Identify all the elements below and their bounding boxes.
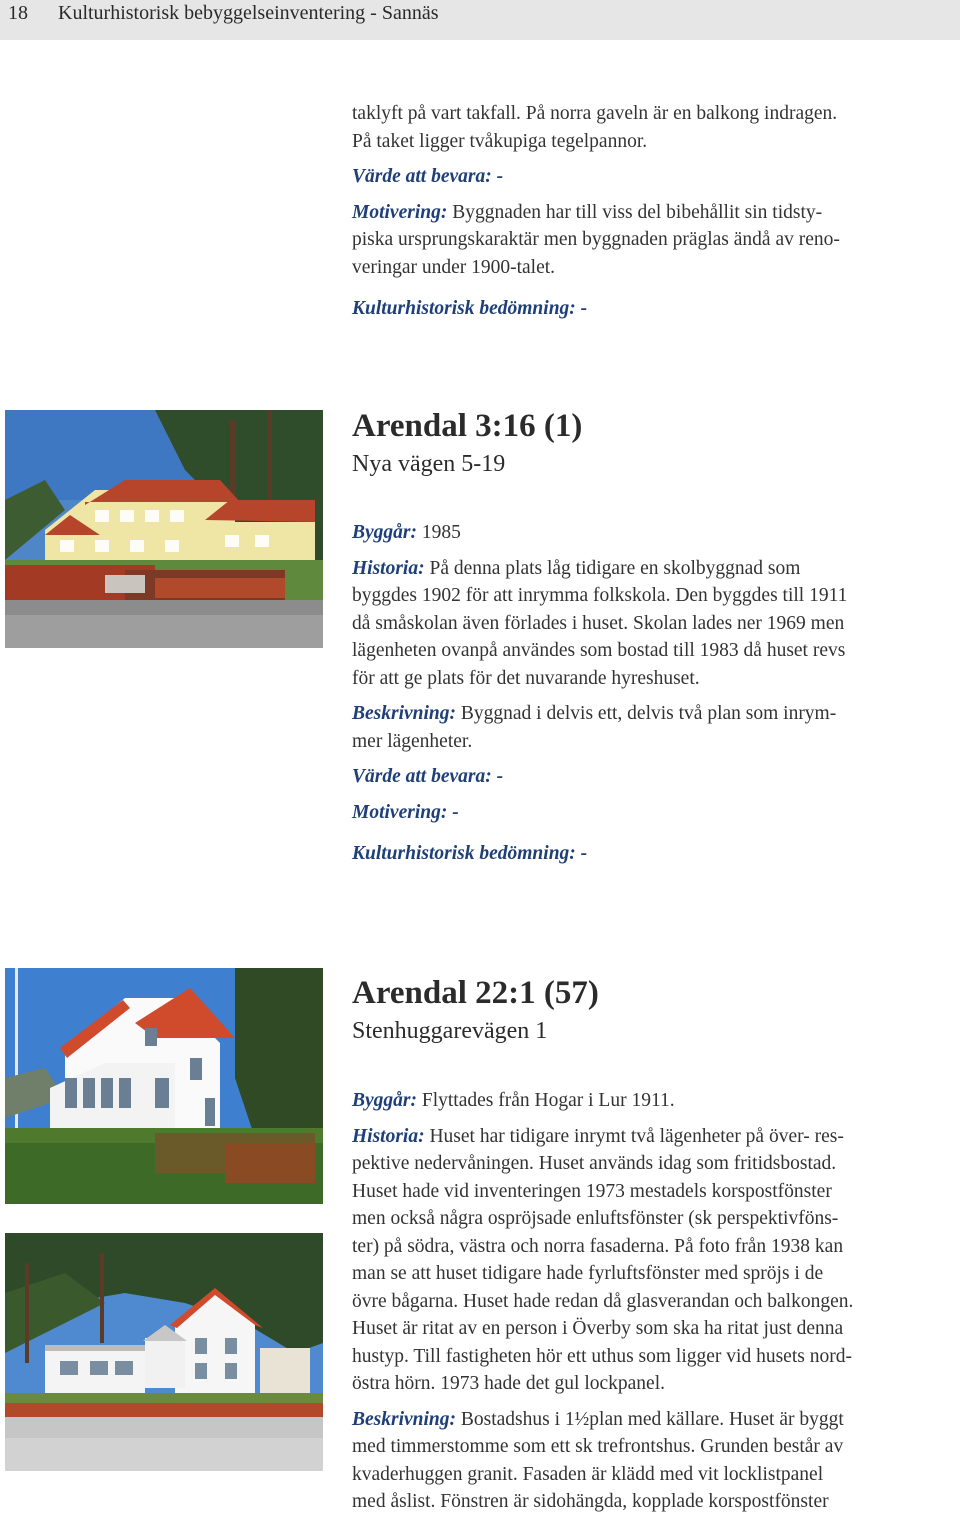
text-line: då småskolan även förlades i huset. Skolan lades ner 1969 men: [352, 612, 845, 634]
text-line: pektive nedervåningen. Huset används idag som fritidsbostad.: [352, 1153, 837, 1174]
text-line: hustyp. Till fastigheten hör ett uthus som ligger vid husets nord-: [352, 1345, 852, 1367]
entry-address: Stenhuggarevägen 1: [352, 1018, 548, 1044]
historia-label: Historia:: [352, 557, 425, 579]
varde-row: [352, 163, 952, 191]
text-line: Bostadshus i 1½plan med källare. Huset är byggt: [456, 1408, 844, 1430]
text-line: På denna plats låg tidigare en skolbyggnad som: [424, 557, 801, 579]
text-line: Huset är ritat av en person i Överby som ska ha ritat just denna: [352, 1318, 844, 1339]
text-line: veringar under 1900-talet.: [352, 256, 556, 278]
beskrivning-label: Beskrivning:: [352, 703, 457, 724]
byggar-value: Flyttades från Hogar i Lur 1911.: [417, 1090, 675, 1111]
motivering-label: Motivering:: [352, 201, 448, 223]
historia-row: [352, 555, 952, 583]
text-line: Huset hade vid inventeringen 1973 mestadels korspostfönster: [352, 1180, 832, 1202]
bedomning-row: [352, 295, 952, 323]
text-line: med timmerstomme som ett sk trefrontshus. Grunden består av: [352, 1436, 844, 1457]
motivering-label: Motivering:: [352, 801, 448, 823]
page-header: [0, 0, 960, 40]
text-line: kvaderhuggen granit. Fasaden är klädd med vit locklistpanel: [352, 1463, 824, 1485]
historia-label: Historia:: [352, 1125, 425, 1147]
bedomning-value: -: [575, 298, 588, 319]
historia-row: [352, 1123, 952, 1151]
entry-title: Arendal 22:1 (57): [352, 975, 599, 1011]
text-line: man se att huset tidigare hade fyrluftsfönster med spröjs i de: [352, 1263, 824, 1284]
text-line: Byggnaden har till viss del bibehållit sin tidsty-: [447, 201, 823, 223]
text-line: mer lägenheter.: [352, 730, 473, 752]
beskrivning-row: [352, 700, 952, 728]
byggar-row: [352, 519, 952, 547]
motivering-value: -: [447, 801, 459, 823]
varde-label: Värde att bevara:: [352, 166, 492, 187]
header-title: Kulturhistorisk bebyggelseinventering - Sannäs: [58, 2, 439, 24]
varde-value: -: [491, 166, 504, 187]
text-line: men också några ospröjsade enluftsfönster (sk perspektivföns-: [352, 1208, 839, 1229]
motivering-row: [352, 199, 952, 227]
page-number: 18: [8, 2, 28, 24]
entry-arendal-3-16: [352, 406, 952, 868]
text-line: övre bågarna. Huset hade redan då glasverandan och balkongen.: [352, 1290, 854, 1312]
text-line: med åslist. Fönstren är sidohängda, kopplade korspostfönster: [352, 1491, 829, 1512]
byggar-label: Byggår:: [352, 522, 417, 543]
entry-address: Nya vägen 5-19: [352, 451, 506, 477]
text-line: lägenheten ovanpå användes som bostad till 1983 då huset revs: [352, 640, 846, 661]
bedomning-label: Kulturhistorisk bedömning:: [352, 843, 576, 864]
varde-row: [352, 763, 952, 791]
motivering-row: [352, 799, 952, 827]
beskrivning-label: Beskrivning:: [352, 1408, 457, 1430]
text-line: piska ursprungskaraktär men byggnaden präglas ändå av reno-: [352, 229, 840, 250]
bedomning-value: -: [575, 843, 588, 864]
text-line: Huset har tidigare inrymt två lägenheter på över- res-: [424, 1125, 844, 1147]
text-line: Byggnad i delvis ett, delvis två plan som inrym-: [456, 703, 837, 724]
photo-white-house: [5, 968, 323, 1204]
text-line: östra hörn. 1973 hade det gul lockpanel.: [352, 1373, 665, 1394]
byggar-value: 1985: [417, 522, 461, 543]
text-line: taklyft på vart takfall. På norra gaveln är en balkong indragen.: [352, 103, 838, 124]
photo-apartment-building: [5, 410, 323, 648]
text-line: byggdes 1902 för att inrymma folkskola. Den byggdes till 1911: [352, 585, 848, 606]
bedomning-row: [352, 840, 952, 868]
top-section: [352, 100, 952, 323]
text-line: På taket ligger tvåkupiga tegelpannor.: [352, 130, 648, 152]
photo-house-and-shed: [5, 1233, 323, 1471]
varde-value: -: [491, 766, 504, 787]
byggar-row: [352, 1087, 952, 1115]
bedomning-label: Kulturhistorisk bedömning:: [352, 298, 576, 319]
text-line: för att ge plats för det nuvarande hyreshuset.: [352, 667, 700, 689]
beskrivning-row: [352, 1406, 952, 1434]
varde-label: Värde att bevara:: [352, 766, 492, 787]
entry-title: Arendal 3:16 (1): [352, 408, 583, 444]
text-line: ter) på södra, västra och norra fasaderna. På foto från 1938 kan: [352, 1235, 844, 1257]
byggar-label: Byggår:: [352, 1090, 417, 1111]
entry-arendal-22-1: [352, 973, 952, 1516]
